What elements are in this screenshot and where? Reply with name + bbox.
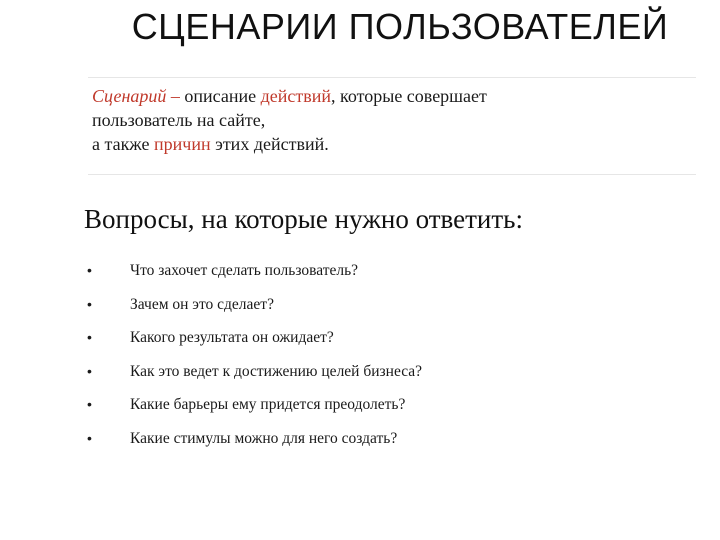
bullet-icon: • [87, 362, 92, 379]
definition-term: Сценарий [92, 86, 167, 106]
definition-text [92, 84, 487, 156]
bullet-icon: • [87, 262, 92, 278]
definition-line-3 [92, 132, 487, 156]
bullet-icon: • [87, 295, 92, 312]
definition-part-3: а также [92, 134, 154, 154]
question-text: Зачем он это сделает? [130, 295, 274, 313]
question-text: Какие стимулы можно для него создать? [130, 429, 398, 447]
definition-line-2: пользователь на сайте, [92, 110, 266, 130]
bullet-icon: • [87, 396, 92, 412]
slide-title: СЦЕНАРИИ ПОЛЬЗОВАТЕЛЕЙ [131, 6, 669, 47]
definition-highlight-actions: действий [260, 86, 331, 106]
question-text: Какие барьеры ему придется преодолеть? [130, 396, 406, 413]
bullet-icon: • [87, 329, 92, 345]
definition-dash: – [166, 86, 185, 106]
definition-part-1: описание [184, 86, 261, 106]
question-text: Какого результата он ожидает? [130, 329, 334, 346]
definition-highlight-reasons: причин [154, 134, 211, 154]
question-text: Что захочет сделать пользователь? [130, 262, 359, 279]
definition-box [88, 77, 696, 175]
questions-heading: Вопросы, на которые нужно ответить: [84, 204, 523, 234]
bullet-icon: • [87, 429, 92, 446]
question-text: Как это ведет к достижению целей бизнеса? [130, 362, 423, 380]
definition-part-2: , которые совершает [331, 86, 487, 106]
definition-line-1 [92, 84, 487, 108]
definition-part-4: этих действий. [210, 134, 329, 154]
